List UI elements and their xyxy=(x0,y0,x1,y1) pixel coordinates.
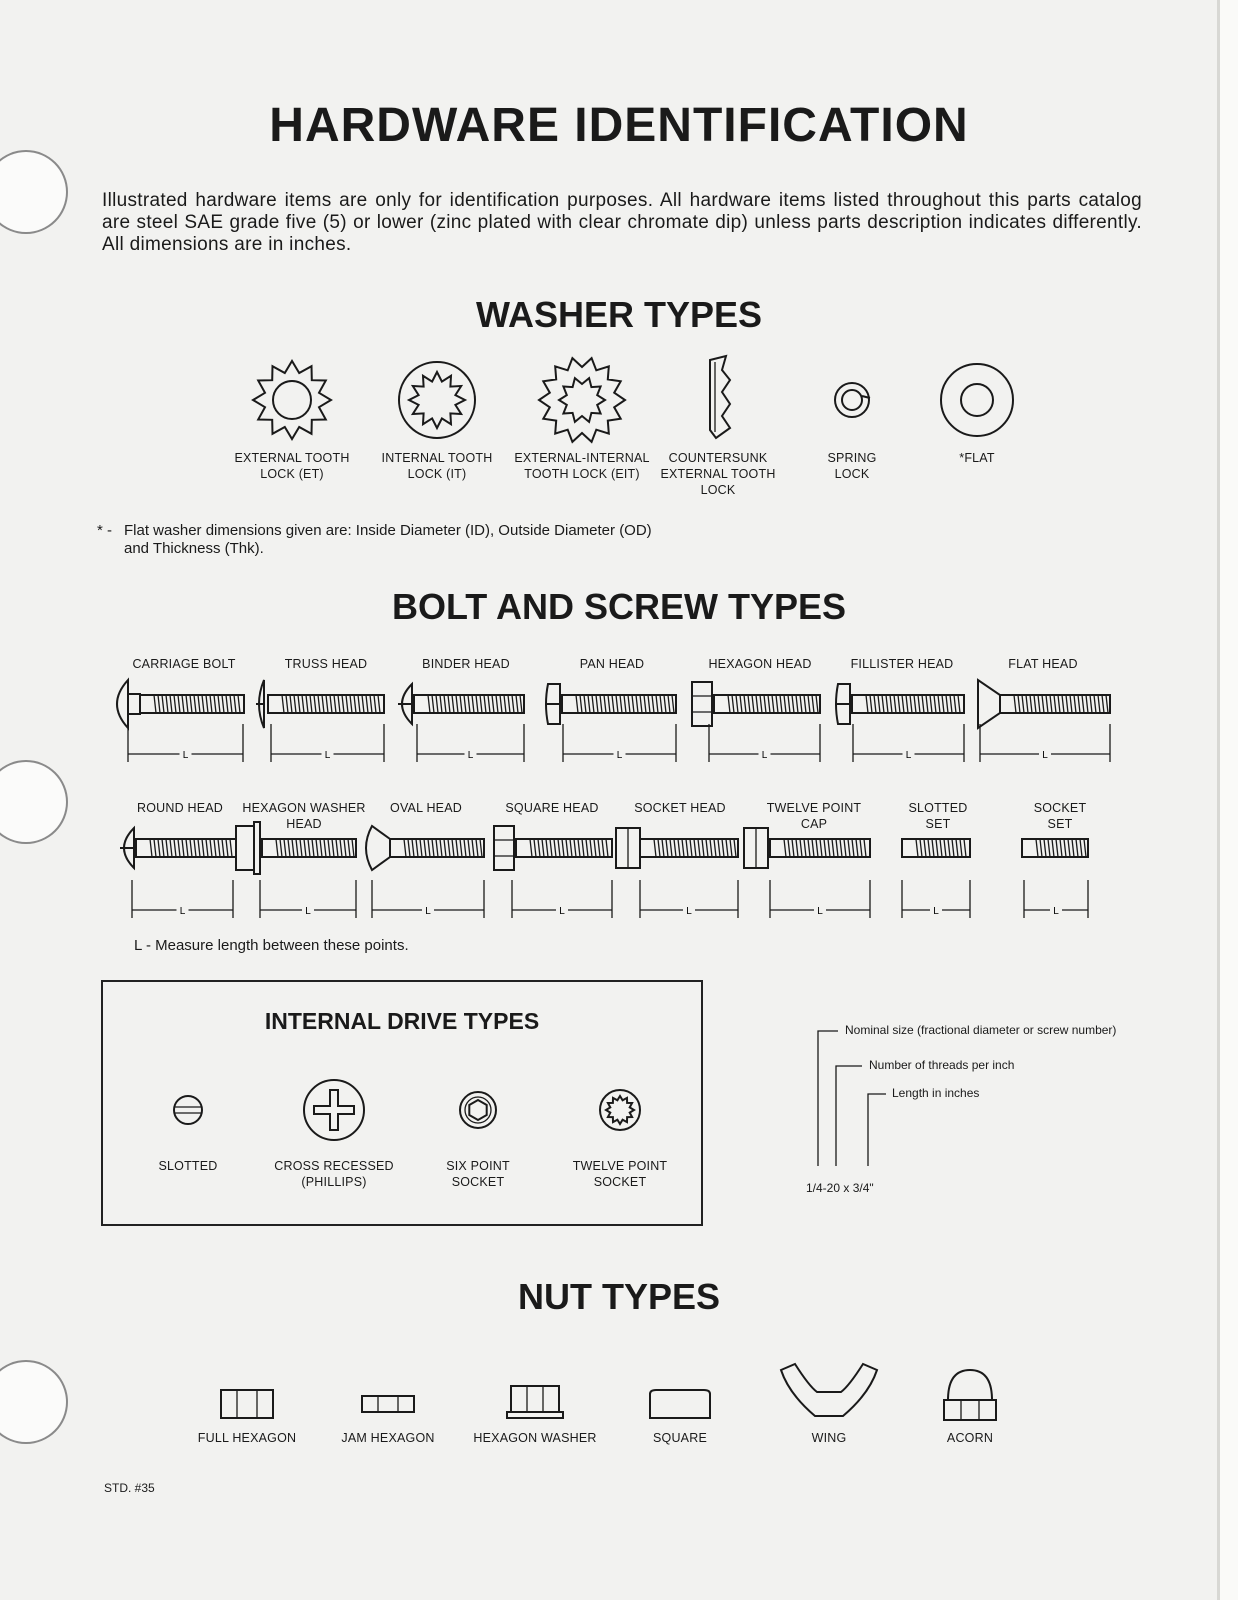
bolt-label: HEXAGON HEAD xyxy=(708,657,812,671)
hexagon-washer-nut-icon xyxy=(507,1386,563,1418)
bolt-label: SQUARE HEAD xyxy=(505,801,599,815)
footer-code: STD. #35 xyxy=(104,1481,155,1495)
washer-types-heading: WASHER TYPES xyxy=(475,294,763,335)
washer-label: *FLAT xyxy=(959,451,995,465)
svg-text:L: L xyxy=(305,906,311,917)
bolt-label: OVAL HEAD xyxy=(390,801,462,815)
nut-label: HEXAGON WASHER xyxy=(473,1431,597,1445)
nut-label: WING xyxy=(811,1431,847,1445)
washer-label: EXTERNAL-INTERNAL TOOTH LOCK (EIT) xyxy=(514,451,650,481)
svg-text:L: L xyxy=(182,750,189,761)
washer-label: COUNTERSUNK EXTERNAL TOOTH LOCK xyxy=(660,451,776,497)
drive-label: TWELVE POINT SOCKET xyxy=(572,1159,668,1189)
svg-text:L: L xyxy=(817,906,823,917)
svg-text:L: L xyxy=(905,750,912,761)
bolt-label: CARRIAGE BOLT xyxy=(132,657,236,671)
svg-text:L: L xyxy=(559,906,565,917)
drive-label: CROSS RECESSED (PHILLIPS) xyxy=(274,1159,394,1189)
svg-text:L: L xyxy=(933,906,939,917)
bolt-label: FILLISTER HEAD xyxy=(850,657,954,671)
svg-text:L: L xyxy=(1042,750,1048,761)
page-title: HARDWARE IDENTIFICATION xyxy=(269,99,969,152)
svg-text:L: L xyxy=(686,906,692,917)
svg-text:L: L xyxy=(467,750,474,761)
bolt-label: HEXAGON WASHER HEAD xyxy=(242,801,366,831)
acorn-nut-icon xyxy=(944,1370,996,1420)
svg-text:L: L xyxy=(761,750,768,761)
nut-label: SQUARE xyxy=(653,1431,707,1445)
bolt-label: SOCKET SET xyxy=(1033,801,1087,831)
washer-label: SPRING LOCK xyxy=(827,451,877,481)
svg-text:L: L xyxy=(616,750,623,761)
bolt-screw-types-heading: BOLT AND SCREW TYPES xyxy=(391,586,846,627)
drive-label: SIX POINT SOCKET xyxy=(446,1159,510,1189)
nominal-size-label: Nominal size (fractional diameter or screw number) xyxy=(845,1023,1117,1037)
measure-note: L - Measure length between these points. xyxy=(134,937,409,954)
intro-paragraph: Illustrated hardware items are only for identification purposes. All hardware items listed throughout this parts catalog are steel SAE grade five (5) or lower (zinc plated with clear chromate dip) unless parts description indicates differently. All dimensions are in inches. xyxy=(102,190,1142,255)
square-nut-icon xyxy=(650,1390,710,1418)
nut-label: JAM HEXAGON xyxy=(341,1431,435,1445)
full-hexagon-nut-icon xyxy=(221,1390,273,1418)
bolt-label: FLAT HEAD xyxy=(1008,657,1078,671)
flat-washer-footnote: Flat washer dimensions given are: Inside Diameter (ID), Outside Diameter (OD) and Thickness (Thk). xyxy=(124,522,652,557)
bolt-label: PAN HEAD xyxy=(579,657,645,671)
threads-per-inch-label: Number of threads per inch xyxy=(869,1058,1015,1072)
wing-nut-icon xyxy=(781,1364,877,1416)
bolt-label: SLOTTED SET xyxy=(908,801,968,831)
washer-label: INTERNAL TOOTH LOCK (IT) xyxy=(381,451,493,481)
svg-text:L: L xyxy=(179,906,186,917)
svg-text:L: L xyxy=(425,906,431,917)
length-inches-label: Length in inches xyxy=(892,1086,980,1100)
washer-label: EXTERNAL TOOTH LOCK (ET) xyxy=(234,451,350,481)
jam-hexagon-nut-icon xyxy=(362,1396,414,1412)
svg-text:L: L xyxy=(1053,906,1059,917)
nut-label: FULL HEXAGON xyxy=(197,1431,297,1445)
size-example: 1/4-20 x 3/4" xyxy=(806,1181,874,1195)
internal-drive-heading: INTERNAL DRIVE TYPES xyxy=(264,1008,540,1034)
bolt-label: ROUND HEAD xyxy=(136,801,224,815)
svg-text:L: L xyxy=(324,750,331,761)
bolt-label: TWELVE POINT CAP xyxy=(766,801,862,831)
nut-label: ACORN xyxy=(946,1431,994,1445)
footnote-marker: * - xyxy=(97,522,112,539)
bolt-label: BINDER HEAD xyxy=(422,657,510,671)
bolt-label: TRUSS HEAD xyxy=(284,657,368,671)
bolt-label: SOCKET HEAD xyxy=(634,801,726,815)
nut-types-heading: NUT TYPES xyxy=(517,1276,721,1317)
drive-label: SLOTTED xyxy=(158,1159,218,1173)
